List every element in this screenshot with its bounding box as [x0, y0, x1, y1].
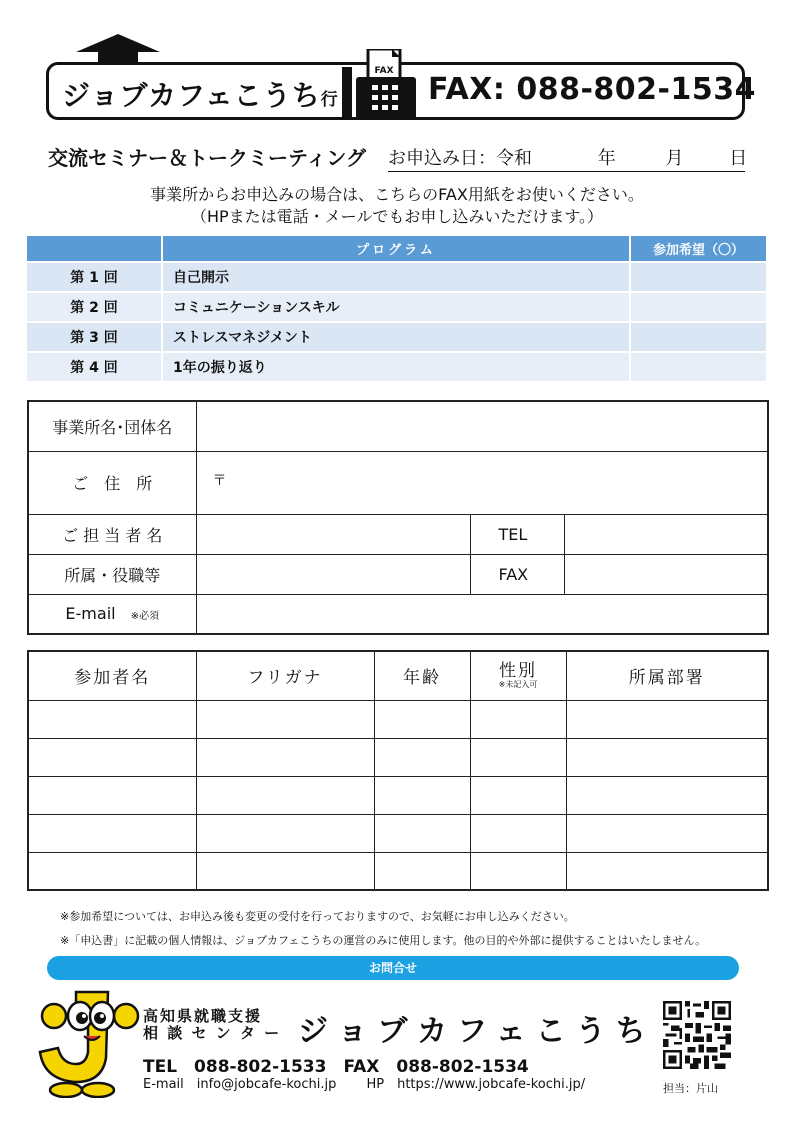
- gender-optional-note: ※未記入可: [498, 679, 538, 689]
- gender-field[interactable]: [470, 738, 566, 776]
- email-required-note: ※必須: [130, 611, 160, 623]
- header-gender: 性別: [499, 660, 537, 681]
- fax-label: FAX: [470, 554, 564, 594]
- gender-field[interactable]: [470, 814, 566, 852]
- header-department: 所属部署: [566, 651, 768, 700]
- apply-date-month: 月: [665, 148, 684, 169]
- participant-row: [28, 700, 768, 738]
- organization-table: [27, 400, 769, 635]
- postal-mark: 〒: [212, 472, 227, 489]
- address-field[interactable]: [196, 451, 768, 514]
- apply-date-year: 年: [597, 148, 616, 169]
- contact-person-label: ご 担 当 者 名: [28, 514, 196, 554]
- participant-header-row: [28, 651, 768, 700]
- participant-name-field[interactable]: [28, 738, 196, 776]
- fax-icon-label: FAX: [374, 66, 394, 76]
- email-field[interactable]: [196, 594, 768, 634]
- participant-row: [28, 814, 768, 852]
- participant-name-field[interactable]: [28, 700, 196, 738]
- apply-date-day: 日: [729, 148, 748, 169]
- program-session: 第 1 回: [27, 263, 163, 293]
- participant-name-field[interactable]: [28, 776, 196, 814]
- gender-field[interactable]: [470, 852, 566, 890]
- page-title: 交流セミナー＆トークミーティング: [48, 146, 366, 170]
- furigana-field[interactable]: [196, 852, 374, 890]
- program-header-participation: 参加希望（〇）: [631, 236, 766, 263]
- furigana-field[interactable]: [196, 776, 374, 814]
- company-label: 事業所名･団体名: [28, 401, 196, 451]
- department-field[interactable]: [566, 776, 768, 814]
- participation-mark-cell[interactable]: [631, 263, 766, 293]
- company-field[interactable]: [196, 401, 768, 451]
- program-row: [27, 293, 766, 323]
- participation-mark-cell[interactable]: [631, 353, 766, 383]
- age-field[interactable]: [374, 852, 470, 890]
- title-row: [48, 140, 748, 172]
- email-label-cell: [28, 594, 196, 634]
- program-header-session: [27, 236, 163, 263]
- program-header-title: プログラム: [163, 236, 631, 263]
- participant-row: [28, 852, 768, 890]
- program-row: [27, 323, 766, 353]
- program-title: ストレスマネジメント: [163, 323, 631, 353]
- participant-name-field[interactable]: [28, 814, 196, 852]
- program-title: 1年の振り返り: [163, 353, 631, 383]
- up-arrow-icon: [76, 34, 160, 62]
- footnote-privacy: ※「申込書」に記載の個人情報は、ジョブカフェこうちの運営のみに使用します。他の目的や外部に提供することはいたしません。: [60, 934, 707, 947]
- participation-mark-cell[interactable]: [631, 293, 766, 323]
- program-row: [27, 263, 766, 293]
- program-session: 第 2 回: [27, 293, 163, 323]
- contact-person-field[interactable]: [196, 514, 470, 554]
- org-subtitle-line2: 相 談 セ ン タ ー: [143, 1024, 282, 1042]
- program-header-row: [27, 236, 766, 263]
- org-name: ジョブカフェこうち: [298, 1014, 656, 1049]
- staff-name: 担当：片山: [663, 1082, 718, 1095]
- fax-field[interactable]: [564, 554, 768, 594]
- gender-field[interactable]: [470, 700, 566, 738]
- contact-email-hp: E-mail info@jobcafe-kochi.jp HP https://www.jobcafe-kochi.jp/: [143, 1077, 586, 1092]
- age-field[interactable]: [374, 776, 470, 814]
- age-field[interactable]: [374, 814, 470, 852]
- intro-line-2: （HPまたは電話・メールでもお申し込みいただけます。）: [190, 207, 604, 226]
- footnote-participation: ※参加希望については、お申込み後も変更の受付を行っておりますので、お気軽にお申し込みください。: [60, 910, 575, 923]
- program-session: 第 3 回: [27, 323, 163, 353]
- program-session: 第 4 回: [27, 353, 163, 383]
- department-field[interactable]: [566, 814, 768, 852]
- participant-row: [28, 776, 768, 814]
- intro-line-1: 事業所からお申込みの場合は、こちらのFAX用紙をお使いください。: [150, 185, 644, 204]
- department-field[interactable]: [566, 852, 768, 890]
- fax-number: FAX: 088-802-1534: [428, 72, 756, 107]
- gender-field[interactable]: [470, 776, 566, 814]
- furigana-field[interactable]: [196, 814, 374, 852]
- org-subtitle: [143, 1008, 281, 1042]
- contact-bar: お問合せ: [47, 956, 739, 980]
- recipient-suffix: 行: [320, 90, 339, 110]
- program-title: 自己開示: [163, 263, 631, 293]
- participation-mark-cell[interactable]: [631, 323, 766, 353]
- address-label: ご 住 所: [28, 451, 196, 514]
- qr-code-icon: [663, 1001, 731, 1069]
- apply-date-field[interactable]: [388, 144, 748, 172]
- department-field[interactable]: [566, 700, 768, 738]
- contact-tel-fax: TEL 088-802-1533 FAX 088-802-1534: [143, 1057, 529, 1077]
- department-field[interactable]: [196, 554, 470, 594]
- recipient-text: ジョブカフェこうち: [62, 79, 321, 112]
- header-age: 年齢: [374, 651, 470, 700]
- department-label: 所属・役職等: [28, 554, 196, 594]
- header-furigana: フリガナ: [196, 651, 374, 700]
- age-field[interactable]: [374, 700, 470, 738]
- mascot-icon: [36, 986, 140, 1098]
- program-row: [27, 353, 766, 383]
- header-gender-cell: [470, 651, 566, 700]
- fax-machine-icon: [342, 49, 416, 119]
- participant-table: [27, 650, 769, 891]
- furigana-field[interactable]: [196, 738, 374, 776]
- tel-label: TEL: [470, 514, 564, 554]
- department-field[interactable]: [566, 738, 768, 776]
- participant-row: [28, 738, 768, 776]
- furigana-field[interactable]: [196, 700, 374, 738]
- tel-field[interactable]: [564, 514, 768, 554]
- email-label: E-mail: [65, 604, 116, 624]
- age-field[interactable]: [374, 738, 470, 776]
- apply-date-label: お申込み日：令和: [388, 148, 532, 169]
- program-table: [27, 236, 766, 383]
- org-subtitle-line1: 高知県就職支援: [143, 1007, 263, 1025]
- recipient-name: [62, 74, 339, 114]
- header-participant-name: 参加者名: [28, 651, 196, 700]
- participant-name-field[interactable]: [28, 852, 196, 890]
- program-title: コミュニケーションスキル: [163, 293, 631, 323]
